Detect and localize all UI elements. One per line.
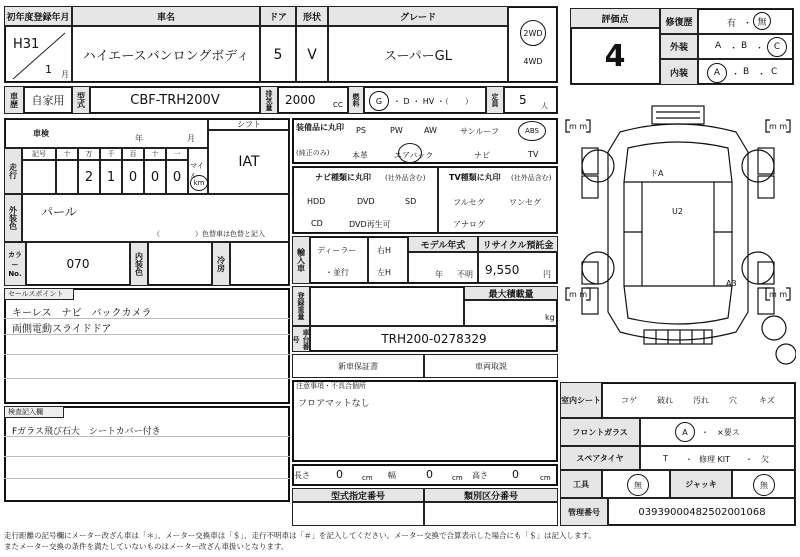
sheet-hole: 穴 [729,396,737,405]
height-unit: cm [540,474,551,482]
navi-dvd: DVD [357,197,375,206]
interior-sheet-label: 室内シート [560,382,602,418]
capacity-cell [504,86,558,114]
mileage-symbol-cell [22,160,56,194]
owners-manual: 車両取説 [424,354,558,378]
import-parallel: ・並行 [325,268,349,277]
mark-front-a: ドA [650,169,664,178]
tv-label: TV種類に丸印 [449,173,501,182]
repair-no-circled: 無 [753,12,771,30]
digit-label-1: 十 [56,148,78,160]
spare-missing: 欠 [761,455,769,464]
recycle-label: リサイクル預託金 [478,236,558,252]
inspector-notes-text: Fガラス飛び石大 シートカバー付き [12,427,161,437]
displacement-cell [278,86,348,114]
model-year-unknown: 不明 [457,270,473,279]
max-load-label: 最大積載量 [464,286,558,300]
import-dealer: ディーラー [317,246,357,255]
mileage-label: 走行 [4,148,22,194]
class-label: 類別区分番号 [424,488,558,502]
interior-options [698,59,794,85]
notes-box [292,380,558,462]
use-value: 自家用 [24,86,72,114]
length-value: 0 [336,468,343,481]
inspector-rule-3 [4,478,290,479]
mile-unit: マイル [190,162,204,180]
inspector-rule-1 [4,436,290,437]
exterior-options [698,34,794,59]
jack-cell [732,470,796,498]
control-number-value: 03939000482502001068 [608,498,796,526]
first-reg-cell [4,26,72,83]
equip-airbag: エアバック [394,151,434,160]
mark-a3: A3 [726,279,737,288]
yen-unit: 円 [543,270,551,279]
digit-label-6: 一 [166,148,188,160]
sheet-tear: 破れ [657,396,673,405]
kg-unit: kg [545,313,555,322]
tv-analog: アナログ [453,220,485,229]
bracket-mm-3: m m [569,290,588,299]
shift-value: IAT [208,130,290,194]
digit-label-5: 十 [144,148,166,160]
inspector-rule-2 [4,456,290,457]
model-year-cell [408,252,478,284]
model-label: 型式 [72,86,90,114]
exterior-color-label: 外装色 [4,194,22,242]
repair-yes: 有 [727,19,737,29]
repair-sep: ・ [743,19,753,29]
inspection-month-unit: 月 [187,134,195,143]
person-unit: 人 [541,102,548,110]
bracket-mm-2: m m [769,122,788,131]
max-load-cell [464,300,558,326]
interior-sep-1: ・ [731,70,741,80]
exterior-sep-1: ・ [729,44,739,54]
digit-label-4: 百 [122,148,144,160]
model-value: CBF-TRH200V [90,86,260,114]
interior-grade-label: 内装 [660,59,698,85]
navi-hdd: HDD [307,197,326,206]
inspection-year-unit: 年 [135,134,143,143]
exterior-b: B [741,41,748,51]
digit-value-5: 0 [166,160,188,194]
chassis-label: 車台番号 [292,326,310,352]
new-car-warranty: 新車保証書 [292,354,424,378]
sales-line-rule-1 [4,318,290,319]
front-glass-options [640,418,796,446]
import-label: 輸入車 [292,236,310,284]
handle-cell [368,236,408,284]
equip-pw: PW [390,126,403,135]
inspection-label: 車検 [33,129,49,138]
digit-cell-blank [56,160,78,194]
spare-t: T [663,454,668,463]
mileage-digits [56,148,188,194]
first-reg-label: 初年度登録年月 [4,6,72,26]
jack-value-circled: 無 [753,474,775,496]
equipment-sublabel: (純正のみ) [296,149,330,157]
model-year-unit: 年 [435,270,443,279]
jack-label: ジャッキ [670,470,732,498]
tv-sublabel: (社外品含む) [511,174,552,182]
interior-sheet-options [602,382,796,418]
use-label: 車歴 [4,86,24,114]
navi-sd: SD [405,197,417,206]
first-reg-month: 1 [45,63,52,76]
grade-label: グレード [328,6,508,26]
approval-label: 型式指定番号 [292,488,424,502]
control-number-label: 管理番号 [560,498,608,526]
score-value: 4 [570,28,660,85]
sales-point-line-2: 両側電動スライドドア [12,324,112,335]
interior-sep-2: ・ [757,70,767,80]
cooler-cell [230,242,290,286]
sales-line-rule-3 [4,354,290,355]
navi-section [292,166,438,234]
shape-value: V [296,26,328,83]
equip-abs-circled: ABS [518,121,546,141]
fuel-gasoline-circled: G [369,91,389,111]
color-no-value: 070 [26,242,130,286]
digit-value-4: 0 [144,160,166,194]
interior-c: C [771,67,778,77]
exterior-a: A [715,41,722,51]
navi-cd: CD [311,219,323,228]
score-label: 評価点 [570,8,660,28]
model-year-label: モデル年式 [408,236,478,252]
navi-dvd-playable: DVD再生可 [349,220,391,229]
interior-b: B [743,67,750,77]
month-unit: 月 [61,70,69,79]
grade-value: スーパーGL [328,26,508,83]
sales-line-rule-4 [4,378,290,379]
tools-cell [602,470,670,498]
interior-color-cell [148,242,212,286]
front-glass-a-circled: A [675,422,695,442]
width-value: 0 [426,468,433,481]
digit-label-3: 千 [100,148,122,160]
inspector-notes-label: 検査記入欄 [4,406,64,418]
class-value [424,502,558,526]
km-unit-circled: km [190,175,208,191]
footer-notes [4,530,796,552]
equip-leather: 本革 [352,151,368,160]
sales-point-line-1: キーレス ナビ バックカメラ [12,308,152,319]
exterior-color-value: パール [41,205,77,219]
shift-label: シフト [208,118,290,130]
digit-value-2: 1 [100,160,122,194]
displacement-value: 2000 [285,93,316,107]
spare-tire-label: スペアタイヤ [560,446,640,470]
tv-oneseg: ワンセグ [509,198,541,207]
footer-line-1: 走行距離の記号欄にメーター改ざん車は「＊」、メーター交換車は「＄」、走行不明車は「＃」を記入してください。メーター交換で合算表示した場合にも「＄」は記入します。 [4,531,596,540]
fuel-label: 燃料 [348,86,364,114]
height-label: 高さ [472,471,488,480]
unit-cell [188,148,208,194]
digit-value-3: 0 [122,160,144,194]
capacity-value: 5 [519,93,527,107]
bracket-mm-4: m m [769,290,788,299]
fuel-other-options: ・ D ・ HV ・（ ） [393,97,473,106]
recycle-value: 9,550 [485,263,520,277]
import-dealer-cell [310,236,368,284]
chassis-value: TRH200-0278329 [310,326,558,352]
digit-label-2: 万 [78,148,100,160]
color-no-label: カラーNo. [4,242,26,286]
mark-u2: U2 [672,207,683,216]
car-name-label: 車名 [72,6,260,26]
notes-label: 注意事項・不具合個所 [296,382,366,390]
weight-reg-label: 登録重量 [292,286,310,326]
capacity-label: 定員 [486,86,504,114]
navi-label: ナビ種類に丸印 [315,173,371,182]
exterior-grade-label: 外装 [660,34,698,59]
door-label: ドア [260,6,296,26]
drive-2wd-circled: 2WD [520,20,546,46]
inspector-notes-box [4,406,290,502]
bracket-mm-1: m m [569,122,588,131]
equip-ps: PS [356,126,366,135]
equip-navi: ナビ [474,151,490,160]
sheet-scratch: キズ [759,396,775,405]
equipment-label: 装備品に丸印 [296,123,344,132]
length-unit: cm [362,474,373,482]
inspection-row [4,118,208,148]
handle-left: 左H [377,268,392,277]
equip-sunroof: サンルーフ [460,127,499,136]
sales-point-label: セールスポイント [4,288,74,300]
door-value: 5 [260,26,296,83]
width-unit: cm [452,474,463,482]
footer-line-2: またメーター交換の条件を満たしていないものはメーター改ざん車扱いとなります。 [4,542,289,551]
fuel-cell [364,86,486,114]
repair-label: 修復歴 [660,8,698,34]
notes-text: フロアマットなし [298,399,370,409]
spare-sep-1: ・ [685,455,693,464]
tv-fullseg: フルセグ [453,198,485,207]
tools-value-circled: 無 [627,474,649,496]
cooler-label: 冷房 [212,242,230,286]
spare-sep-2: ・ [745,455,753,464]
displacement-label: 排気量 [260,86,278,114]
spare-tire-options [640,446,796,470]
sheet-burn: コゲ [621,396,637,405]
color-change-note: （ ）色替車は色替と記入 [153,230,265,238]
front-glass-rest: ・ ×要ス [701,428,740,437]
tv-section [438,166,558,234]
interior-a-circled: A [707,63,727,83]
handle-right: 右H [377,246,392,255]
digit-value-1: 2 [78,160,100,194]
width-label: 幅 [388,471,396,480]
first-reg-era: H31 [13,37,40,52]
spare-repair-kit: 修理 KIT [699,455,731,464]
exterior-sep-2: ・ [755,44,765,54]
sheet-dirty: 汚れ [693,396,709,405]
sales-line-rule-2 [4,334,290,335]
weight-reg-cell [310,286,464,326]
navi-sublabel: (社外品含む) [385,174,426,182]
equip-aw: AW [424,126,437,135]
exterior-color-cell [22,194,290,242]
car-name-value: ハイエースバンロングボディ [72,26,260,83]
length-label: 長さ [294,471,310,480]
repair-options [698,8,794,34]
vehicle-damage-diagram [560,92,796,376]
interior-color-label: 内装色 [130,242,148,286]
symbol-label: 記号 [22,148,56,160]
equip-tv: TV [528,150,539,159]
approval-value [292,502,424,526]
height-value: 0 [512,468,519,481]
exterior-c-circled: C [767,37,787,57]
front-glass-label: フロントガラス [560,418,640,446]
recycle-cell [478,252,558,284]
tools-label: 工具 [560,470,602,498]
drive-4wd: 4WD [523,56,543,66]
cc-unit: CC [333,101,343,109]
shape-label: 形状 [296,6,328,26]
